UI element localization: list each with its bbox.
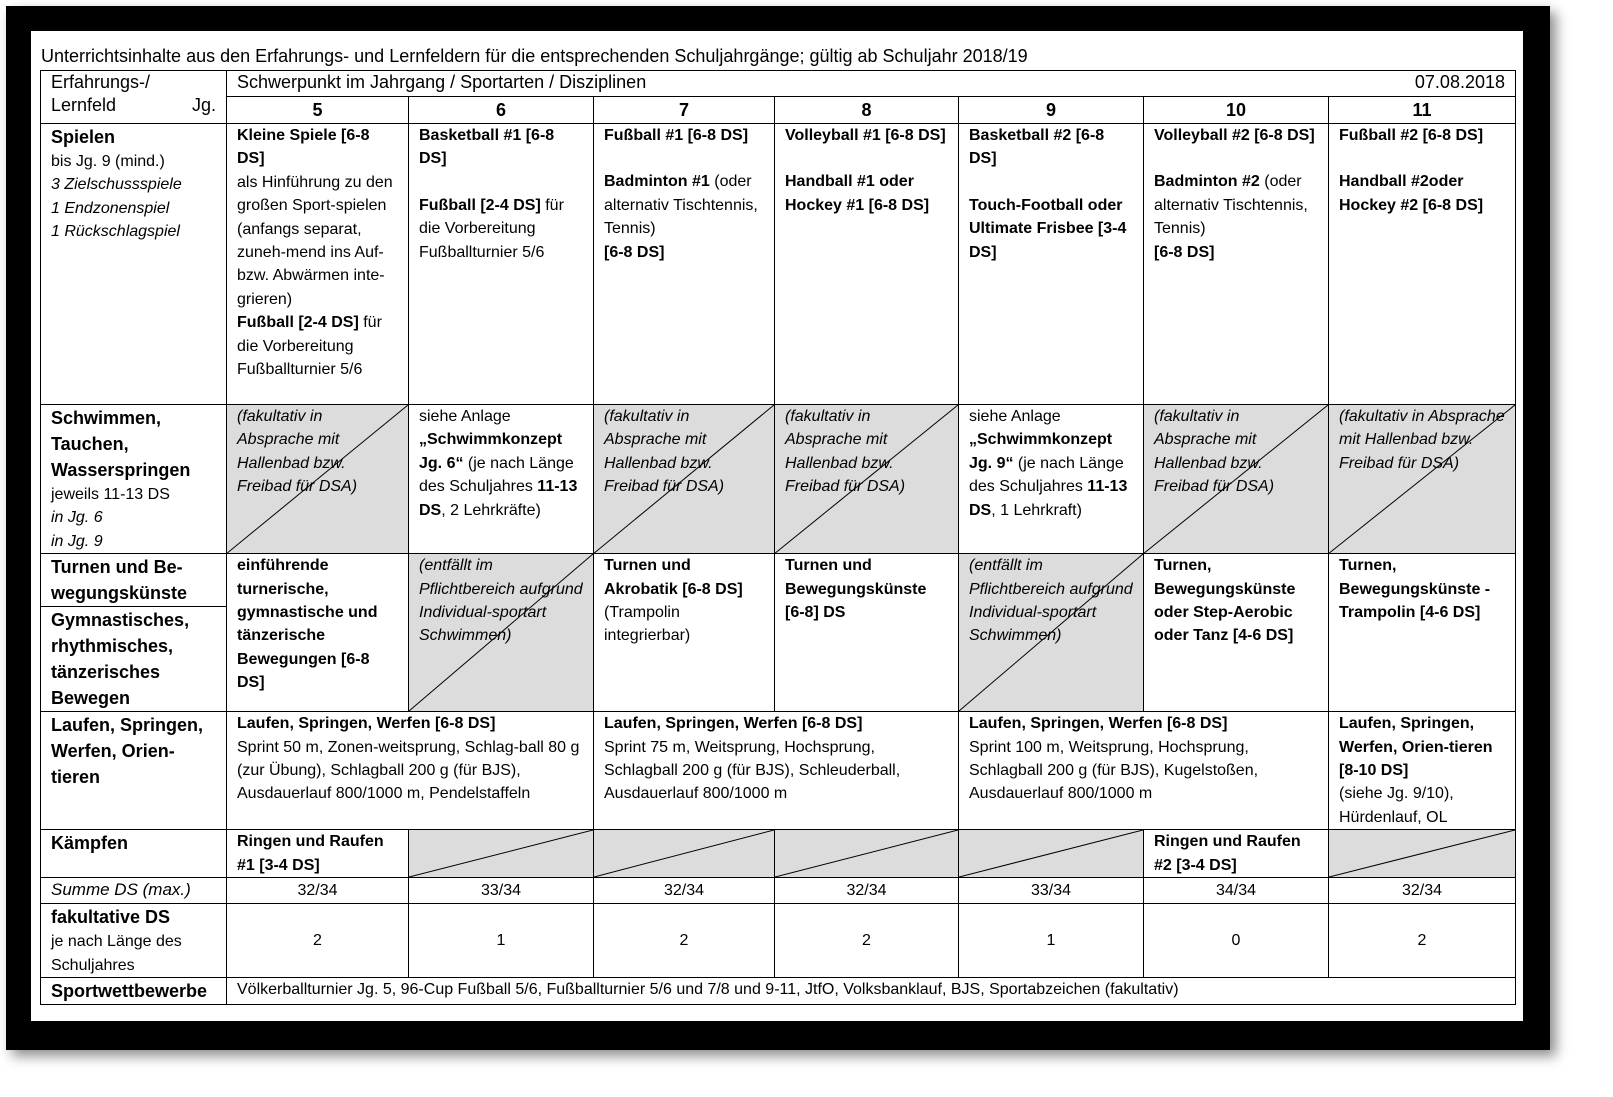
cell-text: Sprint 50 m, Zonen-weitsprung, Schlag-ball 80 g (zur Übung), Schlagball 200 g (für BJS), Ausdauerlauf 800/1000 m, Pendelstaffeln [237, 738, 580, 803]
cell-text: (Trampolin integrierbar) [604, 604, 691, 645]
lernfeld-note: in Jg. 6 [51, 509, 103, 527]
cell-turnen-9 [959, 554, 1144, 712]
cell-text: Fußball #1 [6-8 DS] [604, 127, 749, 144]
cell-text: Badminton #2 [1154, 173, 1260, 191]
lernfeld-note: in Jg. 9 [51, 532, 103, 550]
cell-text: [6-8 DS] [1154, 243, 1215, 261]
cell-spielen-11 [1329, 124, 1516, 405]
cell-text: für die Vorbereitung Fußballturnier 5/6 [237, 314, 382, 379]
cell-schwimmen-9 [959, 405, 1144, 554]
cell-spielen-5 [227, 124, 409, 405]
row-spielen [41, 124, 1516, 405]
cell-text: Laufen, Springen, Werfen [6-8 DS] [237, 715, 496, 733]
lernfeld-note: 3 Zielschussspiele [51, 176, 182, 194]
fakultative-8: 2 [775, 904, 959, 978]
cell-kaempfen-5: Ringen und Raufen #1 [3-4 DS] [227, 830, 409, 878]
fakultative-label-cell [41, 904, 227, 978]
cell-text: (je nach Länge des Schuljahres [969, 454, 1124, 496]
cell-text: Sprint 75 m, Weitsprung, Hochsprung, Schlagball 200 g (für BJS), Schleuderball, Ausdauerlauf 800/1000 m [604, 738, 901, 803]
summe-8: 32/34 [775, 878, 959, 904]
cell-turnen-8: Turnen und Bewegungskünste [6-8] DS [775, 554, 959, 712]
row-kaempfen [41, 830, 1516, 878]
cell-text: (je nach Länge des Schuljahres [419, 454, 574, 496]
cell-kaempfen-6 [409, 830, 594, 878]
cell-laufen-7-8 [594, 712, 959, 830]
cell-text: [6-8 DS] [604, 243, 665, 261]
cell-spielen-9 [959, 124, 1144, 405]
cell-text: Laufen, Springen, Werfen, Orien-tieren [8-10 DS] [1339, 715, 1493, 780]
cell-text: Laufen, Springen, Werfen [6-8 DS] [604, 715, 863, 733]
cell-text: als Hinführung zu den großen Sport-spielen (anfangs separat, zuneh-mend ins Auf- bzw. Abwärmen inte-grieren) [237, 173, 393, 308]
summe-5: 32/34 [227, 878, 409, 904]
grade-header-11: 11 [1329, 97, 1516, 124]
cell-turnen-11: Turnen, Bewegungskünste - Trampolin [4-6 DS] [1329, 554, 1516, 712]
grade-header-6: 6 [409, 97, 594, 124]
strike-diagonal [775, 830, 958, 877]
summe-7: 32/34 [594, 878, 775, 904]
wettbewerbe-label: Sportwettbewerbe [41, 978, 227, 1005]
cell-text: Fußball [2-4 DS] [237, 314, 359, 332]
lernfeld-label: Spielen [51, 127, 116, 147]
cell-spielen-7 [594, 124, 775, 405]
cell-text: (entfällt im Pflichtbereich aufgrund Individual-sportart Schwimmen) [969, 557, 1133, 645]
cell-text: Handball #2oder Hockey #2 [6-8 DS] [1339, 173, 1484, 214]
cell-text: (oder alternativ Tischtennis, Tennis) [1154, 173, 1308, 238]
cell-text: Handball #1 oder Hockey #1 [6-8 DS] [785, 173, 930, 214]
grade-header-10: 10 [1144, 97, 1329, 124]
cell-text: (siehe Jg. 9/10), Hürdenlauf, OL [1339, 785, 1454, 826]
fakultative-label: fakultative DS [51, 907, 171, 928]
grade-header-8: 8 [775, 97, 959, 124]
document-title: Unterrichtsinhalte aus den Erfahrungs- und Lernfeldern für die entsprechenden Schuljahrgänge; gültig ab Schuljahr 2018/19 [41, 46, 1028, 66]
cell-kaempfen-7 [594, 830, 775, 878]
cell-spielen-10 [1144, 124, 1329, 405]
cell-text: (fakultativ in Absprache mit Hallenbad bzw. Freibad für DSA) [1154, 408, 1275, 496]
cell-text: „Schwimmkonzept Jg. 6“ [419, 431, 563, 472]
strike-diagonal [409, 830, 593, 877]
summe-6: 33/34 [409, 878, 594, 904]
fakultative-6: 1 [409, 904, 594, 978]
cell-text: siehe Anlage [969, 408, 1061, 425]
lernfeld-kaempfen: Kämpfen [41, 830, 227, 878]
summe-9: 33/34 [959, 878, 1144, 904]
fakultative-sub: je nach Länge des [51, 933, 182, 951]
lernfeld-note: 1 Rückschlagspiel [51, 223, 180, 241]
cell-kaempfen-10: Ringen und Raufen #2 [3-4 DS] [1144, 830, 1329, 878]
cell-turnen-10: Turnen, Bewegungskünste oder Step-Aerobic oder Tanz [4-6 DS] [1144, 554, 1329, 712]
summe-10: 34/34 [1144, 878, 1329, 904]
jg-header: Jg. [191, 95, 216, 116]
cell-turnen-5: einführende turnerische, gymnastische und tänzerische Bewegungen [6-8 DS] [227, 554, 409, 712]
row-fakultative [41, 904, 1516, 978]
lernfeld-header-line1: Erfahrungs-/ [51, 72, 151, 92]
cell-schwimmen-6 [409, 405, 594, 554]
fakultative-10: 0 [1144, 904, 1329, 978]
cell-kaempfen-8 [775, 830, 959, 878]
grade-header-7: 7 [594, 97, 775, 124]
cell-spielen-6 [409, 124, 594, 405]
cell-text: Kleine Spiele [6-8 DS] [237, 127, 370, 168]
cell-text: 11-13 DS [969, 478, 1128, 519]
cell-laufen-9-10 [959, 712, 1329, 830]
cell-text: Turnen und Akrobatik [6-8 DS] [604, 557, 743, 598]
summe-11: 32/34 [1329, 878, 1516, 904]
lernfeld-label: Turnen und Be-wegungskünste [51, 557, 188, 604]
lernfeld-note: jeweils 11-13 DS [51, 486, 170, 503]
schwerpunkt-label: Schwerpunkt im Jahrgang / Sportarten / Disziplinen [237, 72, 647, 92]
fakultative-sub: Schuljahres [51, 956, 135, 974]
cell-kaempfen-11 [1329, 830, 1516, 878]
cell-text: Fußball [2-4 DS] [419, 196, 541, 214]
cell-text: Badminton #1 [604, 173, 710, 191]
lernfeld-note: 1 Endzonenspiel [51, 199, 170, 217]
wettbewerbe-text: Völkerballturnier Jg. 5, 96-Cup Fußball 5/6, Fußballturnier 5/6 und 7/8 und 9-11, JtfO, Volksbanklauf, BJS, Sportabzeichen (fakultativ) [227, 978, 1516, 1005]
cell-turnen-6 [409, 554, 594, 712]
cell-laufen-11 [1329, 712, 1516, 830]
grade-header-9: 9 [959, 97, 1144, 124]
summe-label: Summe DS (max.) [41, 878, 227, 904]
cell-text: , 2 Lehrkräfte) [441, 501, 541, 519]
row-wettbewerbe [41, 978, 1516, 1005]
lernfeld-header-line2: Lernfeld [51, 95, 117, 116]
row-schwimmen [41, 405, 1516, 554]
cell-text: Touch-Football oder Ultimate Frisbee [3-4 DS] [969, 196, 1127, 261]
cell-text: (fakultativ in Absprache mit Hallenbad bzw. Freibad für DSA) [237, 408, 358, 496]
lernfeld-schwimmen [41, 405, 227, 554]
fakultative-7: 2 [594, 904, 775, 978]
cell-text: (fakultativ in Absprache mit Hallenbad bzw. Freibad für DSA) [1339, 408, 1505, 472]
cell-turnen-7 [594, 554, 775, 712]
cell-text: Basketball #2 [6-8 DS] [969, 127, 1105, 168]
cell-text: für die Vorbereitung Fußballturnier 5/6 [419, 196, 564, 261]
lernfeld-turnen [41, 554, 227, 712]
lernfeld-label: Schwimmen, Tauchen, Wasserspringen [51, 408, 191, 480]
cell-text: Volleyball #2 [6-8 DS] [1154, 127, 1315, 144]
strike-diagonal [959, 830, 1143, 877]
cell-text: (entfällt im Pflichtbereich aufgrund Individual-sportart Schwimmen) [419, 557, 583, 645]
fakultative-9: 1 [959, 904, 1144, 978]
cell-text: „Schwimmkonzept Jg. 9“ [969, 431, 1113, 472]
date-label: 07.08.2018 [1414, 72, 1505, 92]
cell-text: (oder alternativ Tischtennis, Tennis) [604, 173, 758, 238]
cell-text: Sprint 100 m, Weitsprung, Hochsprung, Schlagball 200 g (für BJS), Kugelstoßen, Ausdauerlauf 800/1000 m [969, 738, 1259, 803]
cell-schwimmen-7 [594, 405, 775, 554]
row-laufen [41, 712, 1516, 830]
cell-text: Fußball #2 [6-8 DS] [1339, 127, 1484, 144]
cell-text: Volleyball #1 [6-8 DS] [785, 127, 946, 144]
curriculum-table [40, 70, 1516, 1005]
cell-kaempfen-9 [959, 830, 1144, 878]
cell-text: 11-13 DS [419, 478, 578, 519]
header-row [41, 71, 1516, 97]
cell-schwimmen-11 [1329, 405, 1516, 554]
cell-text: (fakultativ in Absprache mit Hallenbad bzw. Freibad für DSA) [604, 408, 725, 496]
cell-text: , 1 Lehrkraft) [991, 501, 1082, 519]
row-summe [41, 878, 1516, 904]
cell-text: Laufen, Springen, Werfen [6-8 DS] [969, 715, 1228, 733]
row-turnen [41, 554, 1516, 712]
strike-diagonal [594, 830, 774, 877]
fakultative-5: 2 [227, 904, 409, 978]
cell-laufen-5-6 [227, 712, 594, 830]
cell-schwimmen-8 [775, 405, 959, 554]
grade-header-row [41, 97, 1516, 124]
lernfeld-spielen [41, 124, 227, 405]
cell-text: Basketball #1 [6-8 DS] [419, 127, 555, 168]
schwerpunkt-header [227, 71, 1516, 97]
grade-header-5: 5 [227, 97, 409, 124]
cell-spielen-8 [775, 124, 959, 405]
cell-schwimmen-5 [227, 405, 409, 554]
lernfeld-note: bis Jg. 9 (mind.) [51, 153, 165, 170]
lernfeld-header [41, 71, 227, 124]
fakultative-11: 2 [1329, 904, 1516, 978]
cell-text: (fakultativ in Absprache mit Hallenbad bzw. Freibad für DSA) [785, 408, 906, 496]
cell-text: siehe Anlage [419, 408, 511, 425]
cell-schwimmen-10 [1144, 405, 1329, 554]
lernfeld-laufen: Laufen, Springen, Werfen, Orien-tieren [41, 712, 227, 830]
lernfeld-label: Gymnastisches, rhythmisches, tänzerisches Bewegen [41, 606, 226, 711]
strike-diagonal [1329, 830, 1515, 877]
